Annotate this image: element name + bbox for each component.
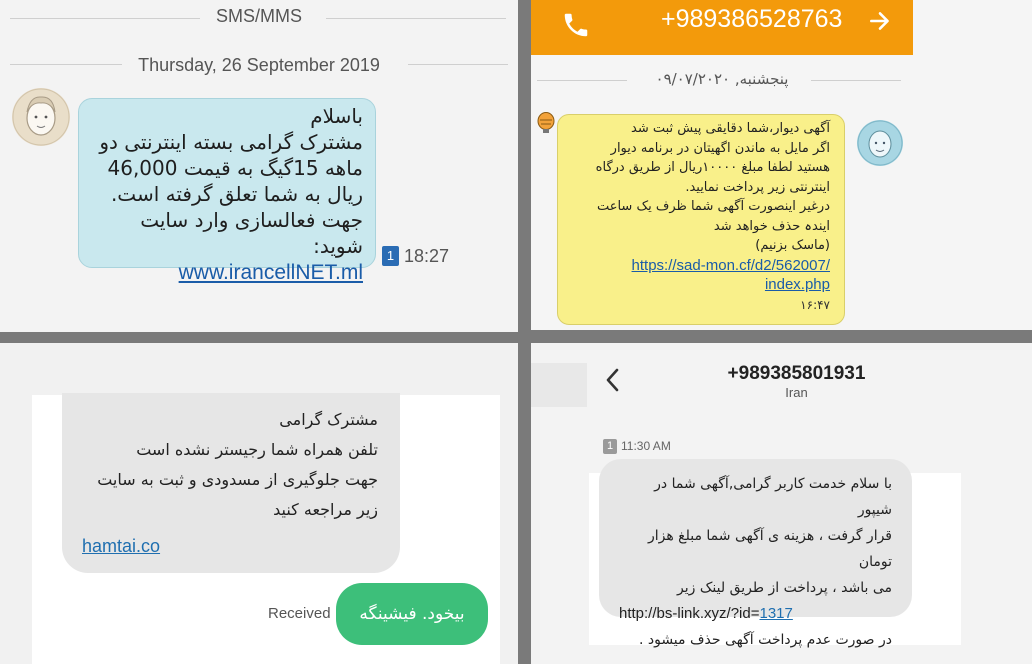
url-id-link[interactable]: 1317 [759, 605, 793, 622]
phishing-link[interactable] [619, 601, 892, 627]
message-time: ۱۶:۴۷ [800, 297, 830, 312]
message-bubble [599, 459, 912, 648]
contact-country: Iran [785, 385, 808, 400]
sim-badge: 1 [603, 439, 617, 454]
phishing-link[interactable]: index.php [764, 275, 830, 293]
phishing-link[interactable]: https://sad-mon.cf/d2/562007/ [631, 256, 830, 274]
message-line: درغیر اینصورت آگهی شما ظرف یک ساعت [596, 199, 830, 214]
phishing-link[interactable]: hamtai.co [82, 536, 161, 556]
message-line: اگر مایل به ماندن اگهیتان در برنامه دیوار [610, 140, 830, 156]
arrow-right-icon[interactable] [867, 8, 893, 41]
message-bubble [62, 393, 400, 573]
message-line: جهت فعالسازی وارد سایت شوید: [140, 208, 363, 258]
message-line: آگهی دیوار،شما دقایقی پیش ثبت شد [631, 121, 830, 136]
message-line: زیر مراجعه کنید [273, 500, 378, 519]
contact-number: +989386528763 [661, 5, 843, 33]
screenshot-panel-4 [531, 343, 1032, 664]
received-label: Received [268, 605, 331, 622]
url-prefix: http://bs-link.xyz/?id= [619, 605, 760, 622]
contact-number: +989385801931 [727, 363, 866, 384]
message-line: ریال به شما تعلق گرفته است. [110, 182, 363, 206]
message-line: ماهه 15گیگ به قیمت 46,000 [107, 156, 363, 180]
screenshot-panel-2 [531, 0, 1032, 330]
message-line: در صورت عدم پرداخت آگهی حذف میشود . [638, 632, 892, 648]
avatar-icon[interactable] [12, 88, 70, 146]
app-header: SMS/MMS [215, 6, 302, 26]
message-line: اینترنتی زیر پرداخت نمایید. [685, 179, 830, 195]
message-time: 11:30 AM [621, 439, 671, 453]
screenshot-panel-3 [0, 343, 518, 664]
message-line: تلفن همراه شما رجیستر نشده است [136, 440, 378, 459]
message-bubble [78, 98, 376, 284]
message-bubble [557, 114, 845, 325]
message-line: ایندہ حذف خواهد شد [713, 218, 830, 234]
message-line: با سلام خدمت کاربر گرامی,آگهی شما در شیپور [654, 476, 892, 518]
message-line: باسلام [310, 104, 363, 128]
sent-message-bubble: بیخود. فیشینگه [336, 583, 488, 645]
balloon-icon [535, 112, 557, 141]
message-line: مشترک گرامی بسته اینترنتی دو [99, 130, 363, 154]
message-line: می باشد ، پرداخت از طریق لینک زیر [677, 580, 892, 596]
message-line: قرار گرفت ، هزینه ی آگهی شما مبلغ هزار تومان [647, 528, 892, 570]
sim-badge: 1 [382, 246, 399, 266]
date-label: پنجشنبه, ۰۹/۰۷/۲۰۲۰ [655, 70, 789, 88]
message-line: مشترک گرامی [279, 410, 378, 429]
phone-icon[interactable] [561, 10, 591, 40]
message-line: جهت جلوگیری از مسدودی و ثبت به سایت [97, 470, 378, 489]
screenshot-panel-1 [0, 0, 518, 332]
date-label: Thursday, 26 September 2019 [138, 55, 380, 75]
message-line: (ماسک بزنیم) [755, 238, 830, 253]
message-line: هستید لطفا مبلغ ۱۰۰۰۰ریال از طریق درگاه [595, 160, 830, 175]
message-time: 18:27 [404, 246, 450, 266]
avatar-icon[interactable] [857, 120, 903, 166]
phishing-link[interactable]: www.irancellNET.ml [178, 261, 363, 284]
